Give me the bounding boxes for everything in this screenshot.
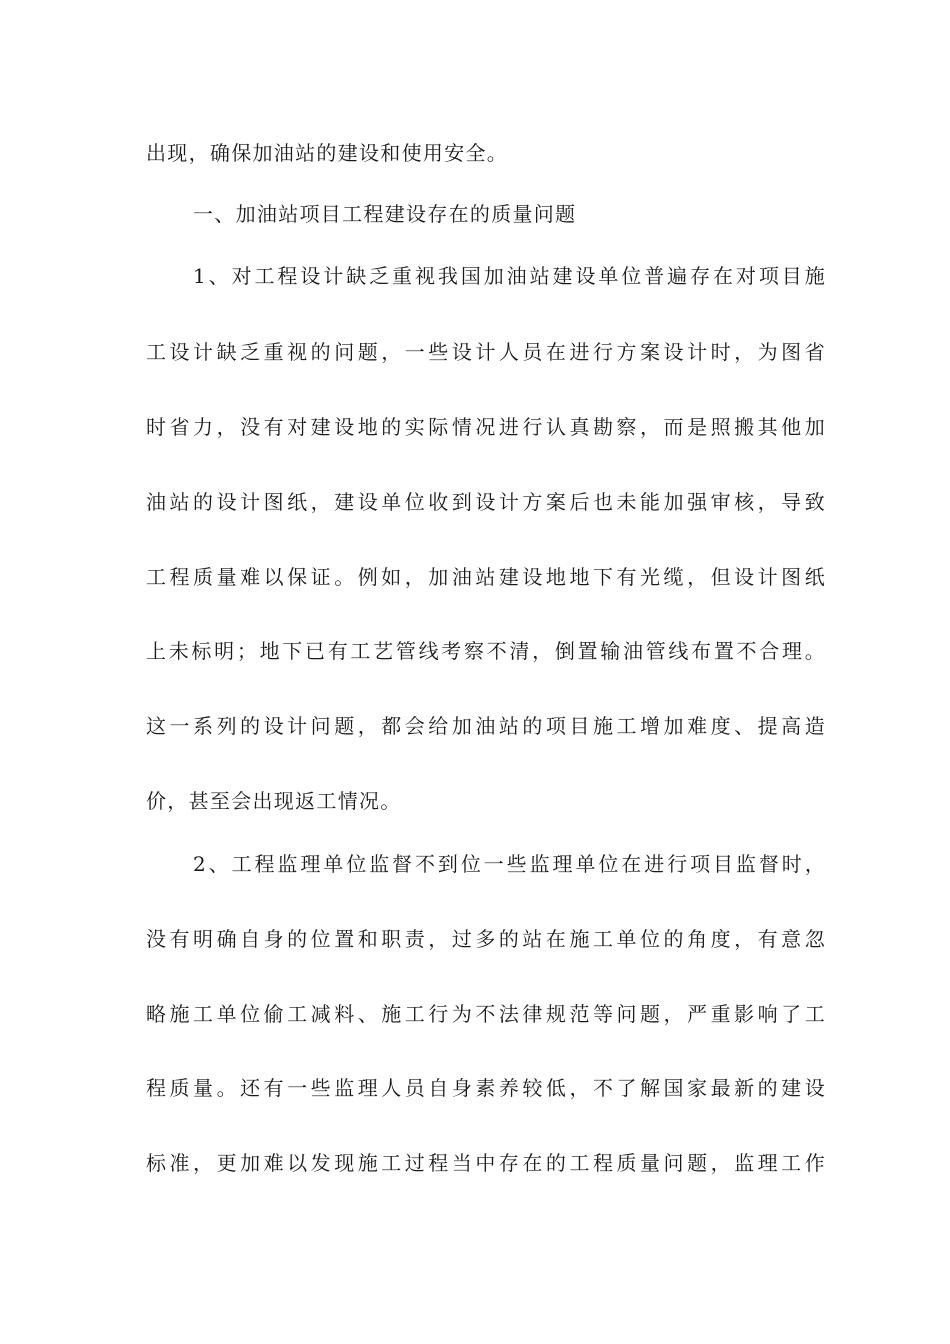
text-line-10: 价，甚至会出现返工情况。 <box>146 789 402 813</box>
section-heading: 一、加油站项目工程建设存在的质量问题 <box>193 202 577 226</box>
text-line-12: 没有明确自身的位置和职责，过多的站在施工单位的角度，有意忽 <box>146 927 826 951</box>
text-line-1: 出现，确保加油站的建设和使用安全。 <box>146 141 509 165</box>
text-line-6: 油站的设计图纸，建设单位收到设计方案后也未能加强审核，导致 <box>146 490 826 514</box>
text-line-3: 1、对工程设计缺乏重视我国加油站建设单位普遍存在对项目施 <box>193 264 826 288</box>
text-line-7: 工程质量难以保证。例如，加油站建设地地下有光缆，但设计图纸 <box>146 565 826 589</box>
text-line-14: 程质量。还有一些监理人员自身素养较低，不了解国家最新的建设 <box>146 1076 826 1100</box>
text-line-15: 标准，更加难以发现施工过程当中存在的工程质量问题，监理工作 <box>146 1151 826 1175</box>
text-line-8: 上未标明；地下已有工艺管线考察不清，倒置输油管线布置不合理。 <box>146 639 826 663</box>
text-line-11: 2、工程监理单位监督不到位一些监理单位在进行项目监督时， <box>193 852 826 876</box>
text-line-5: 时省力，没有对建设地的实际情况进行认真勘察，而是照搬其他加 <box>146 415 826 439</box>
text-line-13: 略施工单位偷工减料、施工行为不法律规范等问题，严重影响了工 <box>146 1002 826 1026</box>
text-line-4: 工设计缺乏重视的问题，一些设计人员在进行方案设计时，为图省 <box>146 340 826 364</box>
text-line-9: 这一系列的设计问题，都会给加油站的项目施工增加难度、提高造 <box>146 714 826 738</box>
